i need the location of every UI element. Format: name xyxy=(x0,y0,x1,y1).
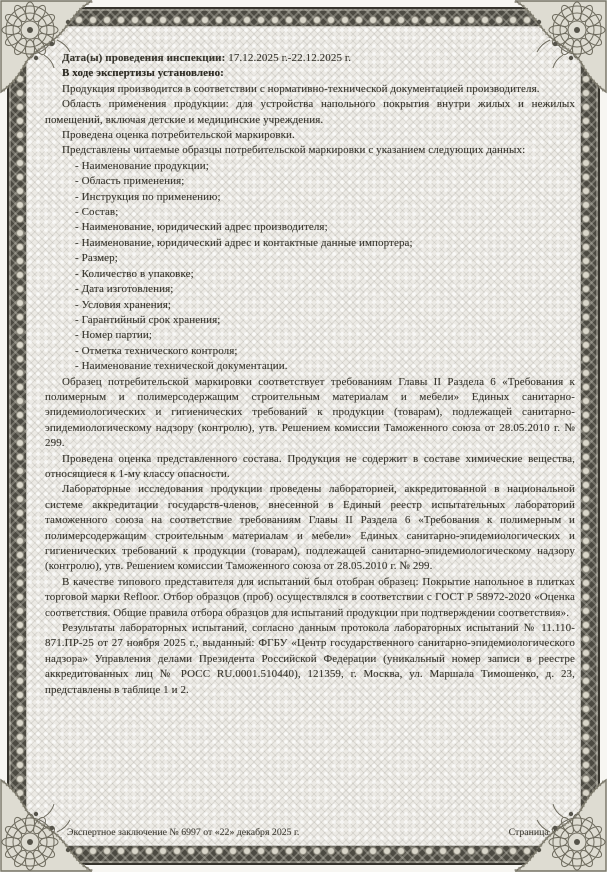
marking-item: - Наименование, юридический адрес производителя; xyxy=(75,221,328,234)
marking-item: - Дата изготовления; xyxy=(75,283,174,296)
inspection-dates-value: 17.12.2025 г.-22.12.2025 г. xyxy=(225,52,352,64)
marking-item: - Инструкция по применению; xyxy=(75,190,221,203)
corner-ornament-icon xyxy=(0,0,96,96)
footer-page-word: Страница xyxy=(508,827,552,838)
marking-item: - Наименование, юридический адрес и контактные данные импортера; xyxy=(75,236,413,249)
paragraph-marking-assessed: Проведена оценка потребительской маркировки. xyxy=(62,129,295,142)
corner-ornament-icon xyxy=(508,776,607,872)
corner-ornament-icon xyxy=(0,776,96,872)
page-footer xyxy=(45,827,575,839)
marking-item: - Наименование технической документации. xyxy=(75,360,288,373)
paragraph-composition: Проведена оценка представленного состава. Продукция не содержит в составе химические вещества, относящиеся к 1-му классу опасности. xyxy=(45,452,575,480)
footer-document-reference: Экспертное заключение № 6997 от «22» декабря 2025 г. xyxy=(67,827,300,838)
inspection-dates-label: Дата(ы) проведения инспекции: xyxy=(62,52,226,64)
marking-item: - Гарантийный срок хранения; xyxy=(75,313,221,326)
marking-item: - Условия хранения; xyxy=(75,298,172,311)
corner-ornament-icon xyxy=(511,0,607,96)
marking-item: - Состав; xyxy=(75,206,119,219)
paragraph-sample: В качестве типового представителя для испытаний был отобран образец: Покрытие напольное в плитках торговой марки Refloor. Отбор образцов (проб) осуществлялся в соответствии с ГОСТ Р 58972-2020 «Оценка соответствия. Общие правила отбора образцов для испытаний продукции при подтверждении соответствия». xyxy=(45,575,575,619)
paragraph-application: Область применения продукции: для устройства напольного покрытия внутри жилых и нежилых помещений, включая детские и медицинские учреждения. xyxy=(45,98,575,126)
paragraph-marking-conforms: Образец потребительской маркировки соответствует требованиям Главы II Раздела 6 «Требования к полимерным и полимерсодержащим строительным материалам и мебели» Единых санитарно-эпидемиологических и гигиенических требований к продукции (товарам), подлежащей санитарно-эпидемиологическому надзору (контролю), утв. Решением комиссии Таможенного союза от 28.05.2010 г. № 299. xyxy=(45,375,575,450)
paragraph-marking-intro: Представлены читаемые образцы потребительской маркировки с указанием следующих данных: xyxy=(62,144,526,157)
inspection-dates-line xyxy=(45,51,575,66)
paragraph-results: Результаты лабораторных испытаний, согласно данным протокола лабораторных испытаний № 11.110-871.ПР-25 от 27 ноября 2025 г., выданный: ФГБУ «Центр государственного санитарно-эпидемиологического надзора» Управления делами Президента Российской Федерации (уникальный номер записи в реестре аккредитованных лиц № РОСС RU.0001.510440), 121359, г. Москва, ул. Маршала Тимошенко, д. 23, представлены в таблице 1 и 2. xyxy=(45,622,575,696)
marking-item: - Количество в упаковке; xyxy=(75,267,194,280)
marking-items-list xyxy=(45,159,575,375)
marking-item: - Отметка технического контроля; xyxy=(75,344,238,357)
document-text xyxy=(45,51,575,698)
paragraph-laboratory: Лабораторные исследования продукции проведены лабораторией, аккредитованной в национальной системе аккредитации государств-членов, внесенной в Единый реестр испытательных лабораторий таможенного союза на соответствие требованиям Главы II Раздела 6 «Требования к полимерным и полимерсодержащим строительным материалам и мебели» Единых санитарно-эпидемиологических и гигиенических требований к продукции (товарам), подлежащей санитарно-эпидемиологическому надзору (контролю), утв. Решением комиссии Таможенного союза от 28.05.2010 г. № 299. xyxy=(45,483,575,573)
marking-item: - Наименование продукции; xyxy=(75,159,209,172)
marking-item: - Номер партии; xyxy=(75,329,153,342)
marking-item: - Область применения; xyxy=(75,175,185,188)
paragraph-production: Продукция производится в соответствии с нормативно-технической документацией производителя. xyxy=(62,82,540,95)
document-body-area xyxy=(26,26,581,846)
marking-item: - Размер; xyxy=(75,252,118,265)
findings-heading: В ходе экспертизы установлено: xyxy=(62,67,224,80)
